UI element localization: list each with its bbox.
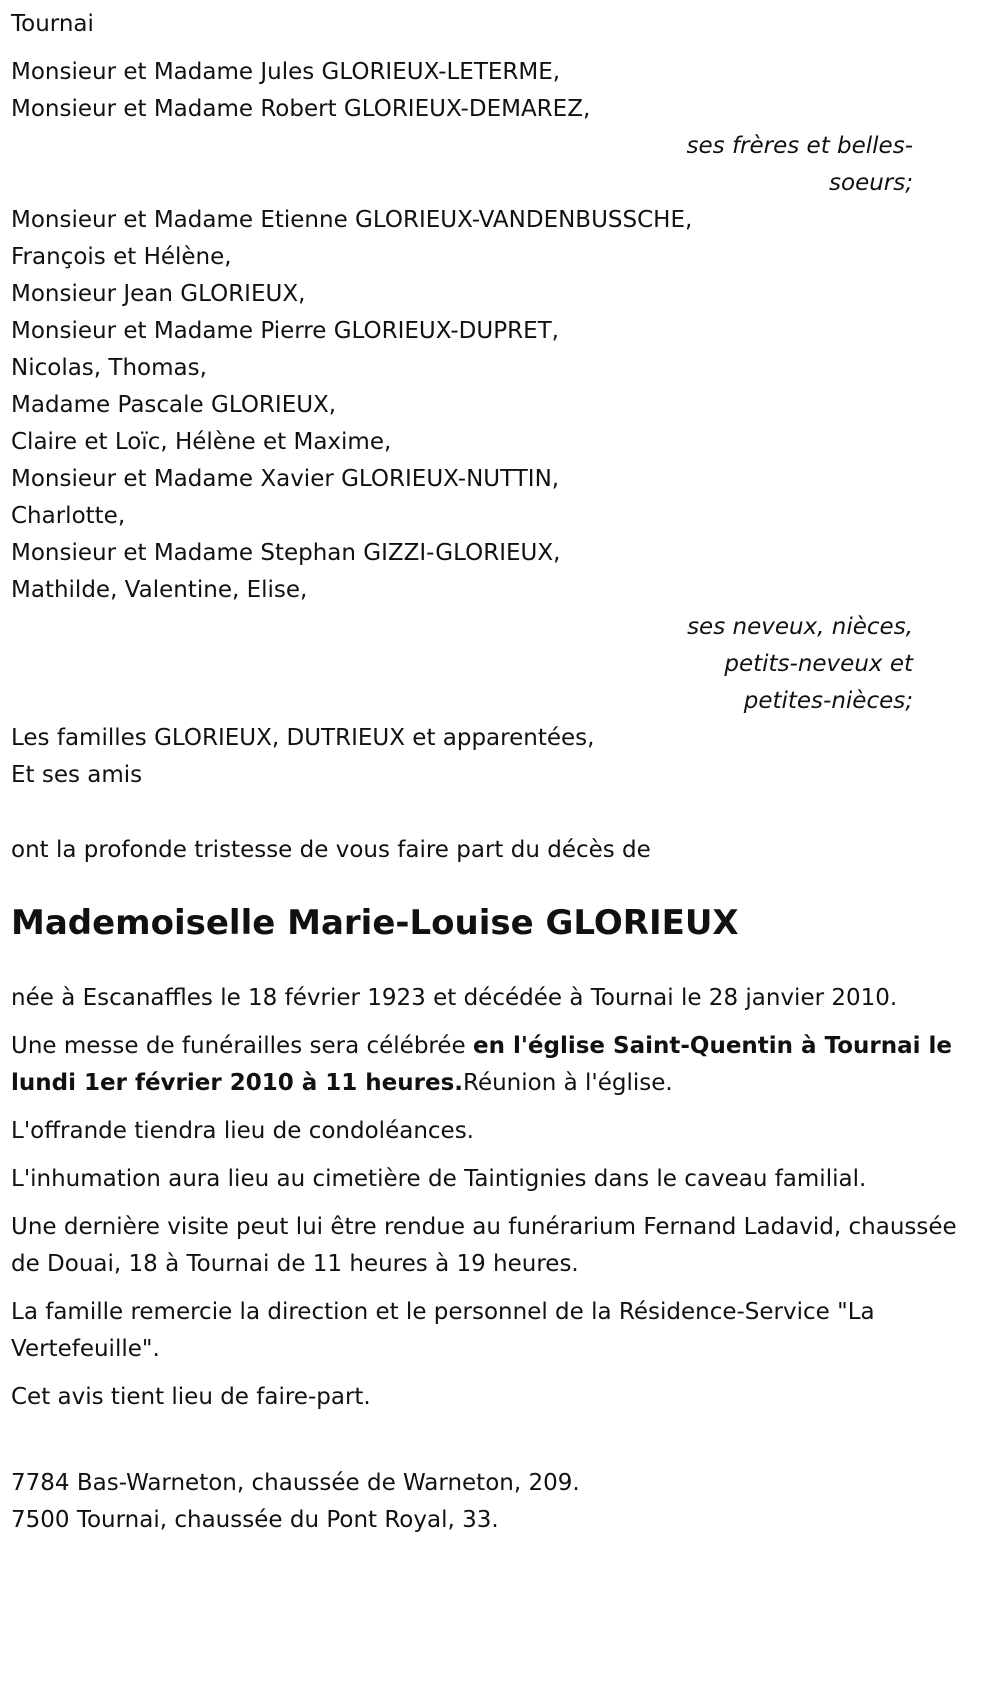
nephew-line: Charlotte, — [11, 503, 126, 529]
nephew-line: Monsieur et Madame Xavier GLORIEUX-NUTTIN, — [11, 466, 560, 492]
announcement-text: ont la profonde tristesse de vous faire part du décès de — [11, 837, 651, 863]
mass-after: Réunion à l'église. — [463, 1070, 673, 1096]
nephew-line: Nicolas, Thomas, — [11, 355, 207, 381]
visit-text: Une dernière visite peut lui être rendue au funérarium Fernand Ladavid, chaussée de Douai, 18 à Tournai de 11 heures à 19 heures. — [11, 1214, 957, 1277]
nephews-role-line: ses neveux, nièces, — [687, 614, 913, 640]
mass-text — [11, 1028, 986, 1102]
nephew-line: Monsieur et Madame Etienne GLORIEUX-VANDENBUSSCHE, — [11, 207, 693, 233]
sibling-line: Monsieur et Madame Jules GLORIEUX-LETERME, — [11, 59, 561, 85]
nephews-role-line: petites-nièces; — [743, 688, 913, 714]
address-line: 7500 Tournai, chaussée du Pont Royal, 33. — [11, 1507, 499, 1533]
nephew-line: Claire et Loïc, Hélène et Maxime, — [11, 429, 392, 455]
nephew-line: Monsieur Jean GLORIEUX, — [11, 281, 306, 307]
nephew-line: Mathilde, Valentine, Elise, — [11, 577, 308, 603]
mass-intro: Une messe de funérailles sera célébrée — [11, 1033, 473, 1059]
birth-death-text: née à Escanaffles le 18 février 1923 et décédée à Tournai le 28 janvier 2010. — [11, 985, 898, 1011]
notice-text: Cet avis tient lieu de faire-part. — [11, 1384, 371, 1410]
nephew-line: Monsieur et Madame Stephan GIZZI-GLORIEUX, — [11, 540, 561, 566]
siblings-role-line: ses frères et belles- — [686, 133, 913, 159]
nephew-line: François et Hélène, — [11, 244, 232, 270]
offering-text: L'offrande tiendra lieu de condoléances. — [11, 1118, 474, 1144]
friends-line: Et ses amis — [11, 762, 143, 788]
nephews-role-line: petits-neveux et — [724, 651, 913, 677]
burial-text: L'inhumation aura lieu au cimetière de Taintignies dans le caveau familial. — [11, 1166, 867, 1192]
thanks-text: La famille remercie la direction et le personnel de la Résidence-Service "La Vertefeuille". — [11, 1299, 875, 1362]
mass-details: en l'église Saint-Quentin à Tournai le lundi 1er février 2010 à 11 heures. — [11, 1033, 953, 1096]
city-heading: Tournai — [11, 11, 94, 37]
nephew-line: Monsieur et Madame Pierre GLORIEUX-DUPRET, — [11, 318, 559, 344]
deceased-name: Mademoiselle Marie-Louise GLORIEUX — [11, 903, 739, 943]
sibling-line: Monsieur et Madame Robert GLORIEUX-DEMAREZ, — [11, 96, 591, 122]
families-line: Les familles GLORIEUX, DUTRIEUX et apparentées, — [11, 725, 595, 751]
siblings-role-line: soeurs; — [829, 170, 913, 196]
nephew-line: Madame Pascale GLORIEUX, — [11, 392, 337, 418]
obituary-notice — [11, 6, 986, 1539]
address-line: 7784 Bas-Warneton, chaussée de Warneton, 209. — [11, 1470, 580, 1496]
